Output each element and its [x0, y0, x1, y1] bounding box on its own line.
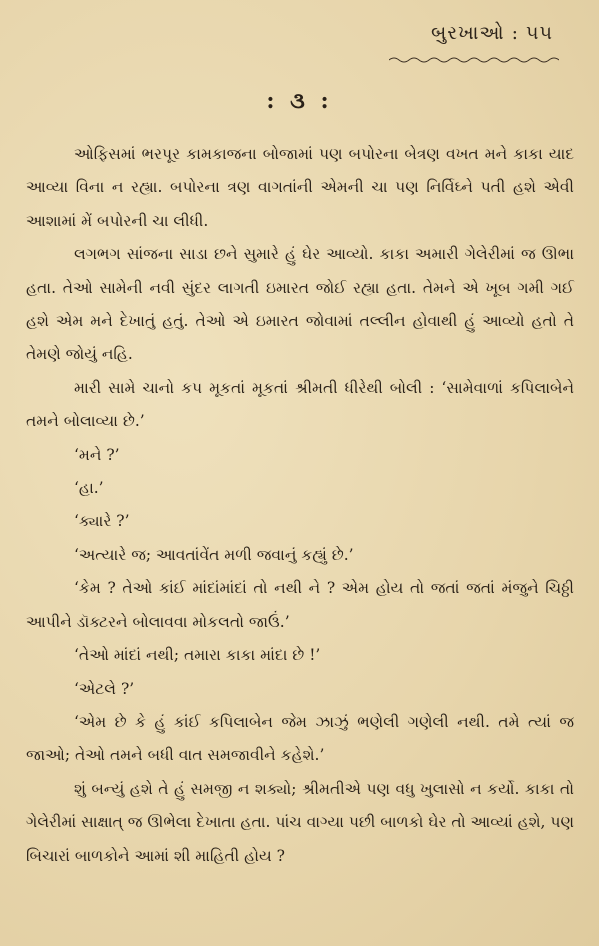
- running-header: બુરખાઓ : ૫૫: [431, 22, 553, 44]
- paragraph: લગભગ સાંજના સાડા છને સુમારે હું ઘેર આવ્યો. કાકા અમારી ગેલેરીમાં જ ઊભા હતા. તેઓ સામેની નવી સુંદર લાગતી ઇમારત જોઈ રહ્યા હતા. તેમને એ ખૂબ ગમી ગઈ હશે એમ મને દેખાતું હતું. તેઓ એ ઇમારત જોવામાં તલ્લીન હોવાથી હું આવ્યો હતો તે તેમણે જોયું નહિ.: [26, 245, 574, 364]
- decorative-wavy-rule: [389, 56, 559, 64]
- dialog-line: ‘મને ?’: [74, 445, 120, 464]
- chapter-number: : ૩ :: [266, 88, 333, 114]
- paragraph: શું બન્યું હશે તે હું સમજી ન શક્યો; શ્રીમતીએ પણ વધુ ખુલાસો ન કર્યો. કાકા તો ગેલેરીમાં સાક્ષાત્‌ જ ઊભેલા દેખાતા હતા. પાંચ વાગ્યા પછી બાળકો ઘેર તો આવ્યાં હશે, પણ બિચારાં બાળકોને આમાં શી માહિતી હોય ?: [26, 779, 574, 865]
- paragraph: ‘કેમ ? તેઓ કાંઈ માંદાંમાંદાં તો નથી ને ? એમ હોય તો જતાં જતાં મંજુને ચિઠ્ઠી આપીને ડૉક્ટરને બોલાવવા મોકલતો જાઉં.’: [26, 579, 574, 631]
- dialog-line: ‘અત્યારે જ; આવતાંવેંત મળી જવાનું કહ્યું છે.’: [74, 545, 354, 564]
- paragraph: ઓફિસમાં ભરપૂર કામકાજના બોજામાં પણ બપોરના બેત્રણ વખત મને કાકા યાદ આવ્યા વિના ન રહ્યા. બપોરના ત્રણ વાગતાંની એમની ચા પણ નિર્વિઘ્ને પતી હશે એવી આશામાં મેં બપોરની ચા લીધી.: [26, 145, 574, 230]
- dialog-line: ‘ક્યારે ?’: [74, 512, 130, 531]
- paragraph: ‘એમ છે કે હું કાંઈ કપિલાબેન જેમ ઝાઝું ભણેલી ગણેલી નથી. તમે ત્યાં જ જાઓ; તેઓ તમને બધી વાત સમજાવીને કહેશે.’: [26, 712, 574, 765]
- body-text: [26, 138, 574, 873]
- dialog-line: ‘તેઓ માંદાં નથી; તમારા કાકા માંદા છે !’: [74, 646, 321, 665]
- paragraph: મારી સામે ચાનો કપ મૂકતાં મૂકતાં શ્રીમતી ધીરેથી બોલી : ‘સામેવાળાં કપિલાબેને તમને બોલાવ્યા છે.’: [26, 378, 574, 431]
- dialog-line: ‘હા.’: [74, 479, 104, 498]
- dialog-line: ‘એટલે ?’: [74, 679, 135, 698]
